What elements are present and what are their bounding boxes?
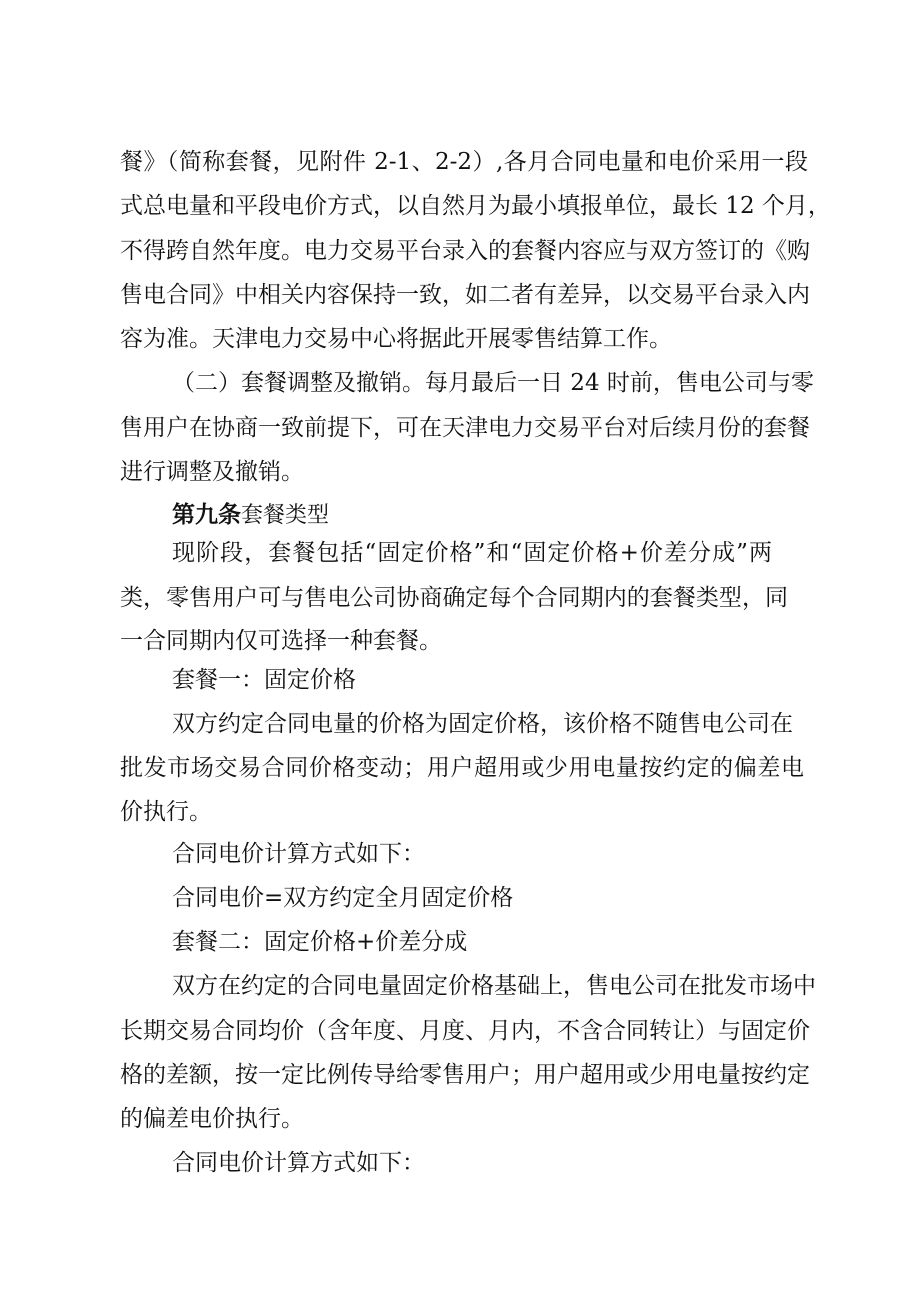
package-heading: 套餐一：固定价格 xyxy=(172,667,356,693)
article-number: 第九条 xyxy=(172,502,241,528)
paragraph-line: 现阶段，套餐包括“固定价格”和“固定价格+价差分成”两 xyxy=(172,540,772,566)
paragraph-line: （二）套餐调整及撤销。每月最后一日 24 时前，售电公司与零 xyxy=(172,370,814,396)
article-title: 套餐类型 xyxy=(241,503,330,528)
paragraph-line: 双方约定合同电量的价格为固定价格，该价格不随售电公司在 xyxy=(172,711,793,737)
paragraph-line: 合同电价计算方式如下： xyxy=(172,841,425,867)
paragraph-line: 类，零售用户可与售电公司协商确定每个合同期内的套餐类型，同 xyxy=(120,585,788,611)
paragraph-line: 餐》（简称套餐，见附件 2-1、2-2）,各月合同电量和电价采用一段 xyxy=(120,149,808,175)
article-heading xyxy=(172,500,329,531)
paragraph-line: 的偏差电价执行。 xyxy=(120,1106,304,1132)
paragraph-line: 价执行。 xyxy=(120,799,212,825)
paragraph-line: 批发市场交易合同价格变动；用户超用或少用电量按约定的偏差电 xyxy=(120,755,804,781)
paragraph-line: 容为准。天津电力交易中心将据此开展零售结算工作。 xyxy=(120,326,672,352)
paragraph-line: 售用户在协商一致前提下，可在天津电力交易平台对后续月份的套餐 xyxy=(120,415,810,441)
paragraph-line: 售电合同》中相关内容保持一致，如二者有差异，以交易平台录入内 xyxy=(120,282,810,308)
paragraph-line: 不得跨自然年度。电力交易平台录入的套餐内容应与双方签订的《购 xyxy=(120,238,810,264)
paragraph-line: 长期交易合同均价（含年度、月度、月内，不含合同转让）与固定价 xyxy=(120,1018,810,1044)
paragraph-line: 进行调整及撤销。 xyxy=(120,459,304,485)
package-heading: 套餐二：固定价格+价差分成 xyxy=(172,929,468,955)
paragraph-line: 一合同期内仅可选择一种套餐。 xyxy=(120,628,442,654)
paragraph-line: 双方在约定的合同电量固定价格基础上，售电公司在批发市场中 xyxy=(172,973,816,999)
formula-line: 合同电价=双方约定全月固定价格 xyxy=(172,885,514,911)
paragraph-line: 格的差额，按一定比例传导给零售用户；用户超用或少用电量按约定 xyxy=(120,1062,810,1088)
paragraph-line: 式总电量和平段电价方式，以自然月为最小填报单位，最长 12 个月， xyxy=(120,193,831,219)
paragraph-line: 合同电价计算方式如下： xyxy=(172,1150,425,1176)
